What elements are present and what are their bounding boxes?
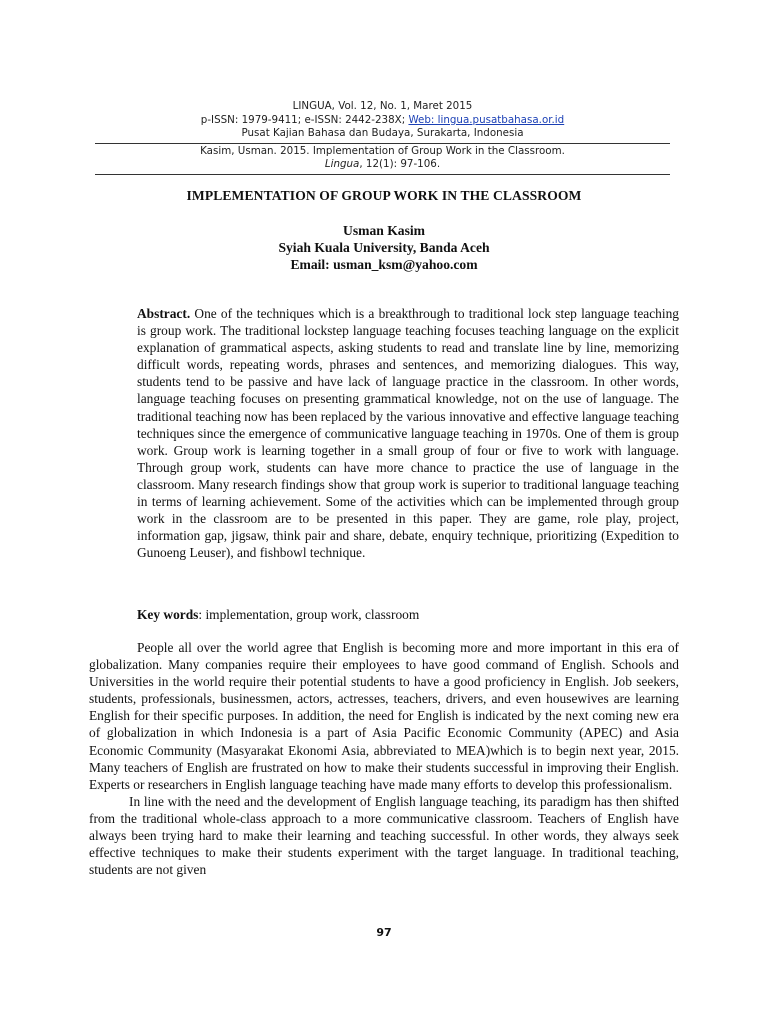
journal-issn-line	[95, 114, 670, 128]
journal-website-link[interactable]: Web: lingua.pusatbahasa.or.id	[408, 113, 565, 126]
author-block	[0, 222, 768, 273]
author-email: Email: usman_ksm@yahoo.com	[290, 257, 478, 272]
journal-header	[95, 100, 670, 176]
page-number: 97	[376, 926, 392, 939]
paper-title: IMPLEMENTATION OF GROUP WORK IN THE CLASSROOM	[186, 188, 582, 203]
body-text	[89, 639, 679, 878]
abstract-text: One of the techniques which is a breakthrough to traditional lock step language teaching is group work. The traditional lockstep language teaching focuses teaching language on the explicit explanation of grammatical aspects, asking students to read and translate line by line, memorizing difficult words, repeating words, phrases and sentences, and memorizing dialogues. This way, students tend to be passive and have lack of language practice in the classroom. In other words, language teaching focuses on presenting grammatical knowledge, not on the use of language. The traditional teaching now has been replaced by the various innovative and effective language teaching techniques since the emergence of communicative language teaching in 1970s. One of them is group work. Group work is learning together in a small group of four or five to work with language. Through group work, students can have more chance to practice the use of language in the classroom. Many research findings show that group work is superior to traditional language teaching in terms of learning achievement. Some of the activities which can be implemented through group work in the classroom are to be presented in this paper. They are game, role play, project, information gap, jigsaw, think pair and share, debate, enquiry technique, prioritizing (Expedition to Gunoeng Leuser), and fishbowl technique.	[137, 306, 679, 561]
abstract-label: Abstract.	[137, 306, 191, 321]
citation-line: Kasim, Usman. 2015. Implementation of Group Work in the Classroom.	[200, 144, 565, 157]
journal-volume-line: LINGUA, Vol. 12, No. 1, Maret 2015	[292, 100, 473, 112]
body-paragraph: People all over the world agree that English is becoming more and more important in this era of globalization. Many companies require their employees to have good command of English. Schools and Universities in the world require their potential students to have a good proficiency in English. Job seekers, students, professionals, businessmen, actors, actresses, teachers, drivers, and even housewives are learning English for their specific purposes. In addition, the need for English is indicated by the next coming new era of globalization in which Indonesia is a part of Asia Pacific Economic Community (APEC) and Asia Economic Community (Masyarakat Ekonomi Asia, abbreviated to MEA)which is to begin next year, 2015. Many teachers of English are frustrated on how to make their students successful in improving their English. Experts or researchers in English language teaching have made many efforts to develop this professionalism.	[89, 640, 679, 792]
abstract	[137, 305, 679, 561]
keywords	[137, 606, 679, 623]
citation-volume-pages: , 12(1): 97-106.	[359, 158, 441, 170]
keywords-label: Key words	[137, 607, 199, 622]
journal-publisher-line: Pusat Kajian Bahasa dan Budaya, Surakarta, Indonesia	[241, 127, 524, 139]
author-name: Usman Kasim	[343, 223, 425, 238]
body-paragraph: In line with the need and the development of English language teaching, its paradigm has then shifted from the traditional whole-class approach to a more communicative classroom. Teachers of English have always been trying hard to make their learning and teaching successful. In other words, they always seek effective techniques to make their students experiment with the target language. In traditional teaching, students are not given	[89, 793, 679, 878]
citation-journal-line	[95, 158, 670, 172]
keywords-text: : implementation, group work, classroom	[198, 607, 420, 622]
citation-journal-name: Lingua	[324, 158, 360, 170]
issn-text: p-ISSN: 1979-9411; e-ISSN: 2442-238X;	[200, 113, 409, 126]
header-bottom-divider	[95, 174, 670, 175]
header-divider	[95, 143, 670, 144]
author-affiliation: Syiah Kuala University, Banda Aceh	[278, 240, 490, 255]
